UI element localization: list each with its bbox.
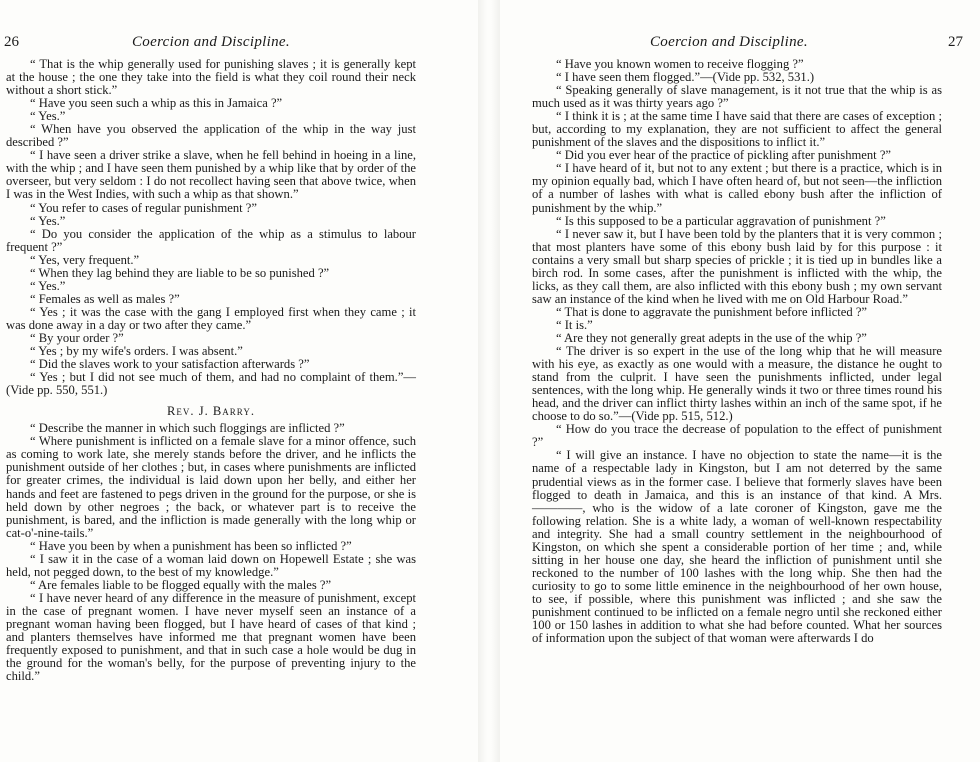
paragraph: “ Speaking generally of slave management, is it not true that the whip is as much used as it was thirty years ago ?” — [532, 83, 942, 111]
paragraph: “ The driver is so expert in the use of the long whip that he will measure with his eye, as exactly as one would with a measure, the distance he ought to stand from the culprit. I have seen the punishments inflicted, under legal sentences, with the long whip. He generally winds it two or three times round his head, and the driver can inflict thirty lashes within an inch of the same spot, if he choose to do so.”—(Vide pp. 515, 512.) — [532, 344, 942, 424]
paragraph: “ Are females liable to be flogged equally with the males ?” — [30, 577, 332, 592]
paragraph: “ Is this supposed to be a particular aggravation of punishment ?” — [556, 213, 886, 228]
paragraph: “ That is the whip generally used for punishing slaves ; it is generally kept at the house ; the one they take into the field is what they coil round their neck without a short stick.” — [6, 57, 416, 98]
paragraph: “ When they lag behind they are liable to be so punished ?” — [30, 265, 330, 280]
paragraph: “ I think it is ; at the same time I have said that there are cases of exception ; but, according to my explanation, they are not sufficient to affect the general punishment of the slaves and the dispositions to inflict it.” — [532, 109, 942, 150]
paragraph: “ By your order ?” — [30, 330, 124, 345]
section-heading: Rev. J. Barry. — [167, 404, 255, 419]
paragraph: “ I have seen a driver strike a slave, when he fell behind in hoeing in a line, with the whip ; and I have seen them punished by a whip like that by order of the overseer, but very seldom : I do not recollect having seen that above twice, when I was in the West Indies, with such a whip as that shown.” — [6, 148, 416, 202]
paragraph: “ I have seen them flogged.”—(Vide pp. 532, 531.) — [556, 70, 815, 85]
paragraph: “ Yes ; by my wife's orders. I was absent.” — [30, 344, 243, 359]
paragraph: “ I have heard of it, but not to any extent ; but there is a practice, which is in my opinion equally bad, which I have often heard of, but not seen—the infliction of a number of lashes with what is called ebony bush after the infliction of punishment by the whip.” — [532, 161, 942, 215]
paragraph: “ Females as well as males ?” — [30, 291, 180, 306]
paragraph: “ Did you ever hear of the practice of pickling after punishment ?” — [556, 148, 891, 163]
paragraph: “ Are they not generally great adepts in the use of the whip ?” — [556, 330, 867, 345]
paragraph: “ I will give an instance. I have no objection to state the name—it is the name of a respectable lady in Kingston, but I am not deterred by the same prudential views as in the former case. I believe that formerly slaves have been flogged to death in Jamaica, and this is an instance of that kind. A Mrs. ————, who is the widow of a late coroner of Kingston, gave me the following relation. She is a white lady, a woman of well-known respectability and integrity. She had a small country settlement in the neighbourhood of Kingston, on which she spent a considerable portion of her time ; and, while sitting in her house one day, she heard the infliction of punishment until she reckoned to the number of 100 lashes with the long whip. She then had the curiosity to go to some little eminence in the neighbourhood of her own house, to see, if possible, where this punishment was inflicted ; and she saw the punishment continued to be inflicted on a female negro until she reckoned either 100 or 150 lashes in addition to what she had before counted. What her sources of information upon the subject of that woman were afterwards I do — [532, 448, 942, 646]
paragraph: “ How do you trace the decrease of population to the effect of punishment ?” — [532, 422, 942, 450]
page-body — [532, 58, 942, 645]
running-title: Coercion and Discipline. — [650, 34, 808, 50]
paragraph: “ Have you known women to receive flogging ?” — [556, 57, 804, 71]
paragraph: “ Where punishment is inflicted on a female slave for a minor offence, such as coming to work late, she merely stands before the driver, and he inflicts the punishment outside of her clothes ; but, in cases where punishments are inflicted for greater crimes, the individual is laid down upon her belly, and either her hands and feet are fastened to pegs driven in the ground for the purpose, or she is held down by other negroes ; the back, or whatever part is to receive the punishment, is bared, and the infliction is made generally with the long whip or cat-o'-nine-tails.” — [6, 434, 416, 540]
paragraph: “ I saw it in the case of a woman laid down on Hopewell Estate ; she was held, not pegged down, to the best of my knowledge.” — [6, 551, 416, 579]
right-page — [500, 0, 980, 762]
paragraph: “ Yes.” — [30, 109, 66, 124]
running-title: Coercion and Discipline. — [132, 34, 290, 50]
left-page — [0, 0, 478, 762]
paragraph: “ You refer to cases of regular punishment ?” — [30, 200, 257, 215]
page-number: 27 — [948, 34, 963, 50]
paragraph: “ Did the slaves work to your satisfaction afterwards ?” — [30, 357, 310, 372]
paragraph: “ Yes ; it was the case with the gang I employed first when they came ; it was done away in a day or two after they came.” — [6, 304, 416, 332]
paragraph: “ I never saw it, but I have been told by the planters that it is very common ; that most planters have some of this ebony bush laid by for this purpose : it contains a very small but sharp species of prickle ; it is tied up in bundles like a birch rod. In some cases, after the punishment is inflicted with the whip, the licks, as they call them, are also inflicted with this ebony bush ; my own servant saw an instance of the kind when he lived with me on Old Harbour Road.” — [532, 226, 942, 306]
paragraph: “ Yes, very frequent.” — [30, 252, 140, 267]
page-body — [6, 58, 416, 683]
paragraph: “ Do you consider the application of the whip as a stimulus to labour frequent ?” — [6, 226, 416, 254]
paragraph: “ When have you observed the application of the whip in the way just described ?” — [6, 122, 416, 150]
paragraph: “ I have never heard of any difference in the measure of punishment, except in the case of pregnant women. I have never myself seen an instance of a pregnant woman having been flogged, but I have heard of cases of that kind ; and planters themselves have informed me that pregnant women have been frequently exposed to punishment, and that in such case a hole would be dug in the ground for the woman's belly, for the purpose of preventing injury to the child.” — [6, 590, 416, 684]
paragraph: “ Yes.” — [30, 213, 66, 228]
paragraph: “ Describe the manner in which such floggings are inflicted ?” — [30, 421, 345, 436]
paragraph: “ Have you seen such a whip as this in Jamaica ?” — [30, 96, 283, 111]
paragraph: “ That is done to aggravate the punishment before inflicted ?” — [556, 304, 868, 319]
page-number: 26 — [4, 34, 19, 50]
paragraph: “ It is.” — [556, 317, 593, 332]
book-gutter — [478, 0, 500, 762]
paragraph: “ Have you been by when a punishment has been so inflicted ?” — [30, 538, 352, 553]
paragraph: “ Yes ; but I did not see much of them, and had no complaint of them.”—(Vide pp. 550, 551.) — [6, 370, 416, 398]
paragraph: “ Yes.” — [30, 278, 66, 293]
